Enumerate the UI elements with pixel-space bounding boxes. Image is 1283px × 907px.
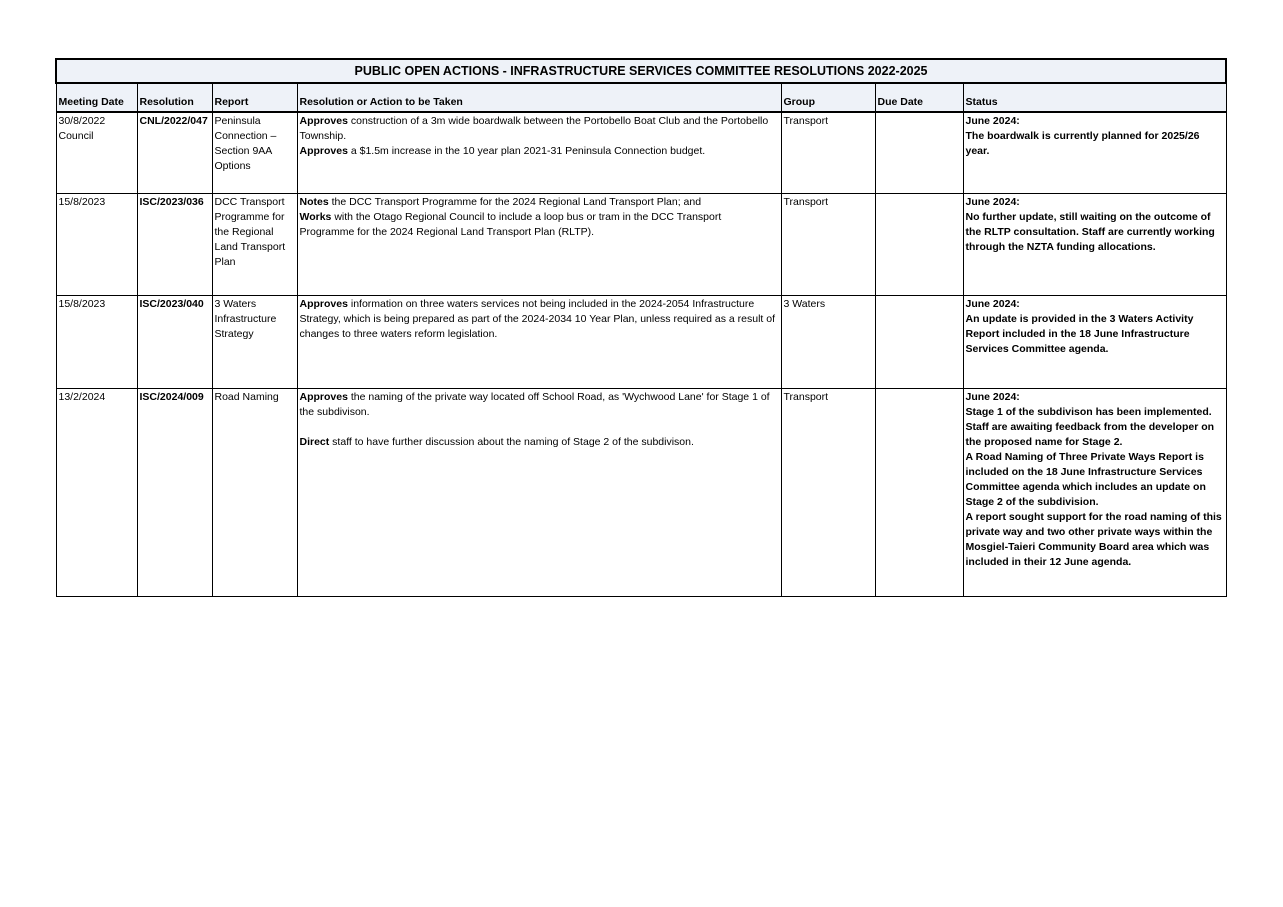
- action-verb: Approves: [299, 298, 348, 310]
- meeting-date-cell: 15/8/2023: [56, 194, 137, 296]
- status-cell: [963, 389, 1226, 597]
- status-heading: June 2024:: [965, 196, 1020, 208]
- table-row: [56, 389, 1226, 597]
- header-resolution: Resolution: [137, 83, 212, 112]
- action-line: [300, 390, 779, 420]
- actions-table: [55, 58, 1227, 597]
- status-text: Stage 1 of the subdivison has been implemented. Staff are awaiting feedback from the developer on the proposed name for Stage 2.: [965, 406, 1215, 448]
- action-cell: [297, 194, 781, 296]
- header-meeting-date: Meeting Date: [56, 83, 137, 112]
- resolution-cell: ISC/2024/009: [137, 389, 212, 597]
- report-cell: Road Naming: [212, 389, 297, 597]
- status-cell: [963, 112, 1226, 194]
- status-text: A report sought support for the road naming of this private way and two other private ways within the Mosgiel-Taieri Community Board area which was included in their 12 June agenda.: [965, 511, 1222, 568]
- action-verb: Approves: [299, 115, 348, 127]
- action-text: the naming of the private way located off School Road, as 'Wychwood Lane' for Stage 1 of the subdivison.: [299, 391, 770, 418]
- report-cell: Peninsula Connection – Section 9AA Options: [212, 112, 297, 194]
- action-verb: Approves: [299, 145, 348, 157]
- group-cell: 3 Waters: [781, 296, 875, 389]
- status-text: A Road Naming of Three Private Ways Report is included on the 18 June Infrastructure Services Committee agenda which includes an update on Stage 2 of the subdivision.: [965, 451, 1206, 508]
- status-heading: June 2024:: [965, 115, 1020, 127]
- action-line: [300, 195, 779, 210]
- action-text: with the Otago Regional Council to include a loop bus or tram in the DCC Transport Programme for the 2024 Regional Land Transport Plan (RLTP).: [299, 211, 722, 238]
- action-line: [300, 297, 779, 342]
- group-cell: Transport: [781, 194, 875, 296]
- header-action: Resolution or Action to be Taken: [297, 83, 781, 112]
- meeting-date-cell: 13/2/2024: [56, 389, 137, 597]
- action-line: [300, 435, 779, 450]
- status-cell: [963, 296, 1226, 389]
- action-line: [300, 210, 779, 240]
- header-group: Group: [781, 83, 875, 112]
- header-status: Status: [963, 83, 1226, 112]
- resolution-cell: ISC/2023/040: [137, 296, 212, 389]
- status-heading: June 2024:: [965, 391, 1020, 403]
- table-row: [56, 296, 1226, 389]
- action-verb: Works: [299, 211, 332, 223]
- action-line: [300, 144, 779, 159]
- action-verb: Approves: [299, 391, 348, 403]
- status-text: An update is provided in the 3 Waters Activity Report included in the 18 June Infrastructure Services Committee agenda.: [965, 313, 1194, 355]
- due-date-cell: [875, 194, 963, 296]
- action-cell: [297, 112, 781, 194]
- status-text: The boardwalk is currently planned for 2025/26 year.: [965, 130, 1200, 157]
- report-cell: DCC Transport Programme for the Regional Land Transport Plan: [212, 194, 297, 296]
- action-line: [300, 114, 779, 144]
- action-text: a $1.5m increase in the 10 year plan 2021-31 Peninsula Connection budget.: [347, 145, 706, 157]
- meeting-date-cell: 15/8/2023: [56, 296, 137, 389]
- resolution-cell: CNL/2022/047: [137, 112, 212, 194]
- action-text: staff to have further discussion about the naming of Stage 2 of the subdivison.: [329, 436, 694, 448]
- table-title: PUBLIC OPEN ACTIONS - INFRASTRUCTURE SERVICES COMMITTEE RESOLUTIONS 2022-2025: [56, 59, 1226, 83]
- table-row: [56, 112, 1226, 194]
- paragraph-gap: [300, 420, 779, 435]
- due-date-cell: [875, 296, 963, 389]
- header-due-date: Due Date: [875, 83, 963, 112]
- report-cell: 3 Waters Infrastructure Strategy: [212, 296, 297, 389]
- group-cell: Transport: [781, 389, 875, 597]
- status-cell: [963, 194, 1226, 296]
- action-text: construction of a 3m wide boardwalk between the Portobello Boat Club and the Portobello Township.: [299, 115, 769, 142]
- action-cell: [297, 389, 781, 597]
- table-row: [56, 194, 1226, 296]
- status-heading: June 2024:: [965, 298, 1020, 310]
- due-date-cell: [875, 112, 963, 194]
- action-verb: Notes: [299, 196, 329, 208]
- header-report: Report: [212, 83, 297, 112]
- group-cell: Transport: [781, 112, 875, 194]
- meeting-date-cell: 30/8/2022 Council: [56, 112, 137, 194]
- action-text: information on three waters services not being included in the 2024-2054 Infrastructure Strategy, which is being prepared as part of the 2024-2034 10 Year Plan, unless required as a result of changes to three waters reform legislation.: [299, 298, 776, 340]
- action-cell: [297, 296, 781, 389]
- resolution-cell: ISC/2023/036: [137, 194, 212, 296]
- status-text: No further update, still waiting on the outcome of the RLTP consultation. Staff are currently working through the NZTA funding allocations.: [965, 211, 1215, 253]
- action-verb: Direct: [299, 436, 330, 448]
- due-date-cell: [875, 389, 963, 597]
- action-text: the DCC Transport Programme for the 2024 Regional Land Transport Plan; and: [328, 196, 702, 208]
- actions-sheet: [55, 58, 1225, 597]
